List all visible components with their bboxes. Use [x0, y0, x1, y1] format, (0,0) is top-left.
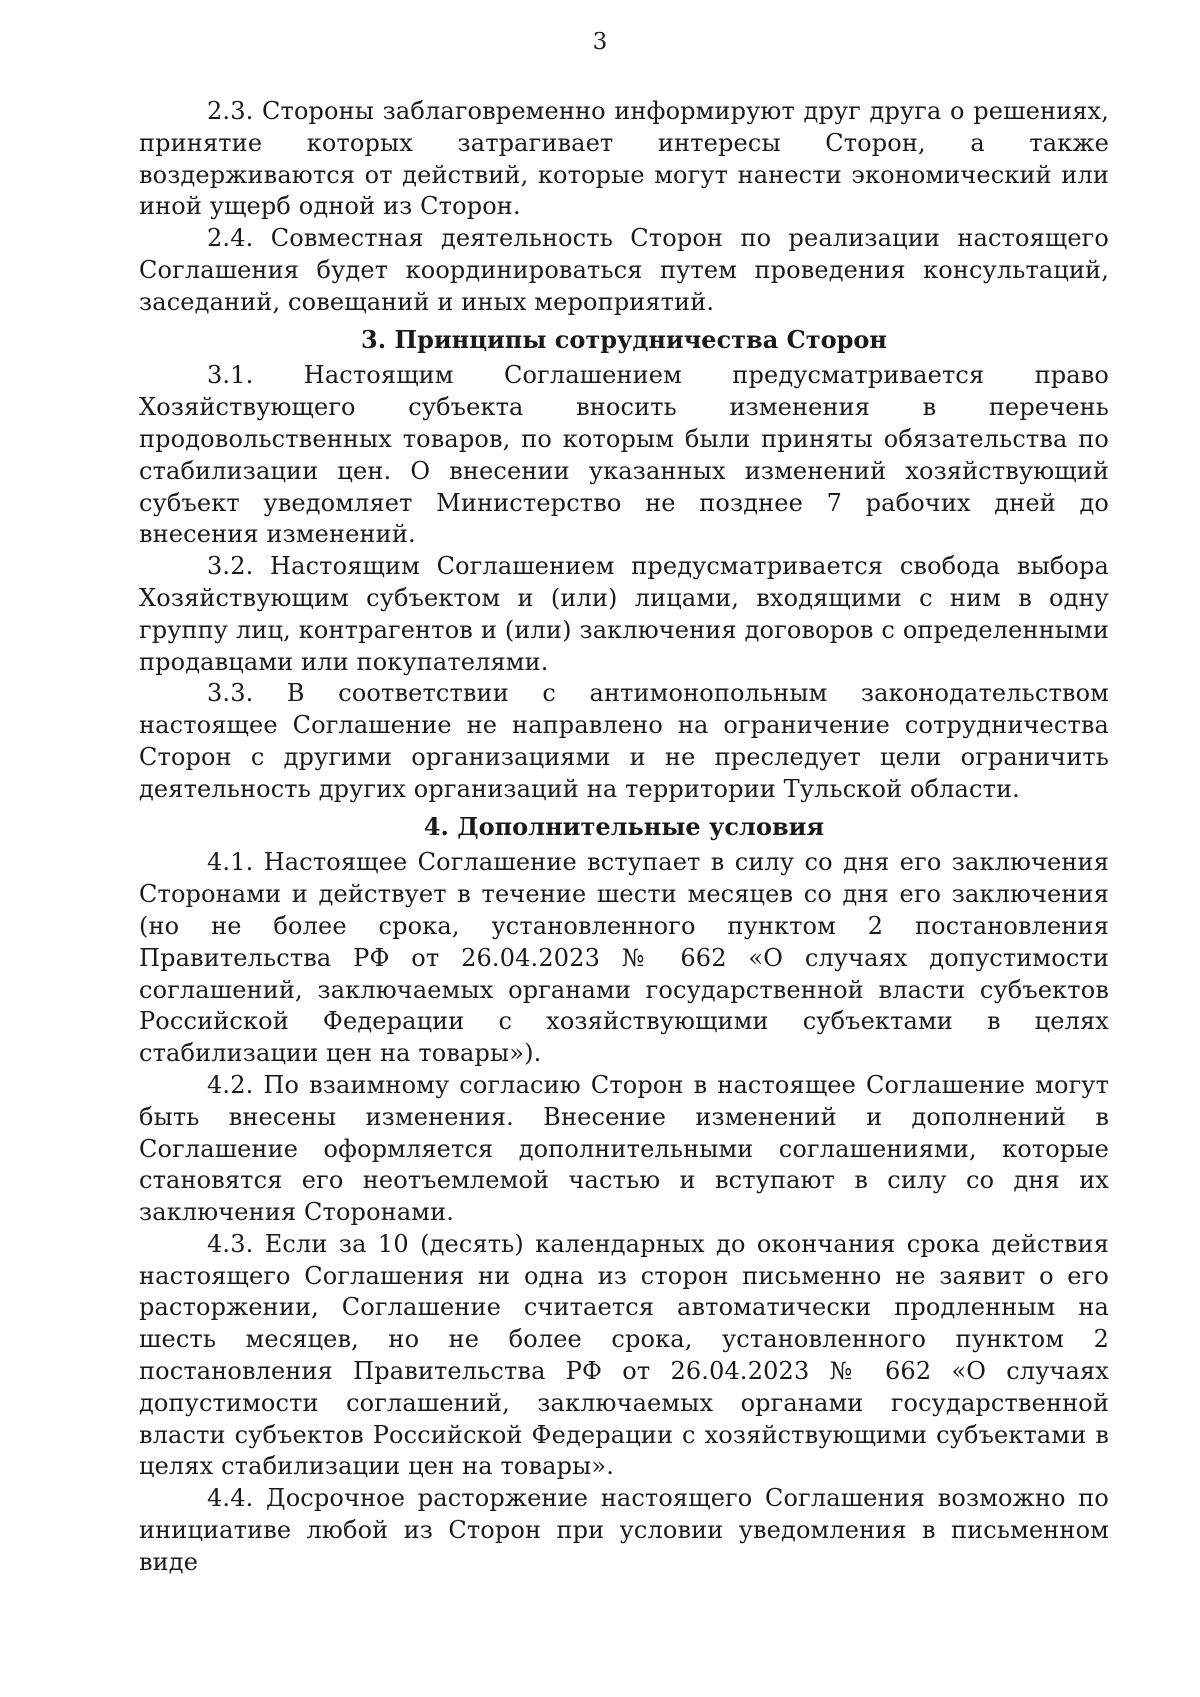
clause-3-1: 3.1. Настоящим Соглашением предусматривается право Хозяйствующего субъекта вносить изменения в перечень продовольственных товаров, по которым были приняты обязательства по стабилизации цен. О внесении указанных изменений хозяйствующий субъект уведомляет Министерство не позднее 7 рабочих дней до внесения изменений.	[139, 361, 1109, 549]
clause-2-4: 2.4. Совместная деятельность Сторон по реализации настоящего Соглашения будет координироваться путем проведения консультаций, заседаний, совещаний и иных мероприятий.	[139, 224, 1109, 316]
section-heading-3: 3. Принципы сотрудничества Сторон	[361, 324, 887, 354]
clause-4-2: 4.2. По взаимному согласию Сторон в настоящее Соглашение могут быть внесены изменения. Внесение изменений и дополнений в Соглашение оформляется дополнительными соглашениями, которые становятся его неотъемлемой частью и вступают в силу со дня их заключения Сторонами.	[139, 1070, 1109, 1227]
clause-4-3: 4.3. Если за 10 (десять) календарных до окончания срока действия настоящего Соглашения ни одна из сторон письменно не заявит о его расторжении, Соглашение считается автоматически продленным на шесть месяцев, но не более срока, установленного пунктом 2 постановления Правительства РФ от 26.04.2023 № 662 «О случаях допустимости соглашений, заключаемых органами государственной власти субъектов Российской Федерации с хозяйствующими субъектами в целях стабилизации цен на товары».	[139, 1229, 1109, 1481]
clause-3-3: 3.3. В соответствии с антимонопольным законодательством настоящее Соглашение не направлено на ограничение сотрудничества Сторон с другими организациями и не преследует цели ограничить деятельность других организаций на территории Тульской области.	[139, 679, 1109, 803]
clause-2-3: 2.3. Стороны заблаговременно информируют друг друга о решениях, принятие которых затрагивает интересы Сторон, а также воздерживаются от действий, которые могут нанести экономический или иной ущерб одной из Сторон.	[139, 97, 1109, 221]
clause-4-1: 4.1. Настоящее Соглашение вступает в силу со дня его заключения Сторонами и действует в течение шести месяцев со дня его заключения (но не более срока, установленного пунктом 2 постановления Правительства РФ от 26.04.2023 № 662 «О случаях допустимости соглашений, заключаемых органами государственной власти субъектов Российской Федерации с хозяйствующими субъектами в целях стабилизации цен на товары»).	[139, 848, 1109, 1068]
document-body	[139, 96, 1109, 1579]
page-number: 3	[592, 29, 608, 55]
clause-4-4: 4.4. Досрочное расторжение настоящего Соглашения возможно по инициативе любой из Сторон при условии уведомления в письменном виде	[139, 1484, 1109, 1576]
clause-3-2: 3.2. Настоящим Соглашением предусматривается свобода выбора Хозяйствующим субъектом и (или) лицами, входящими с ним в одну группу лиц, контрагентов и (или) заключения договоров с определенными продавцами или покупателями.	[139, 552, 1109, 676]
section-heading-4: 4. Дополнительные условия	[423, 811, 825, 841]
